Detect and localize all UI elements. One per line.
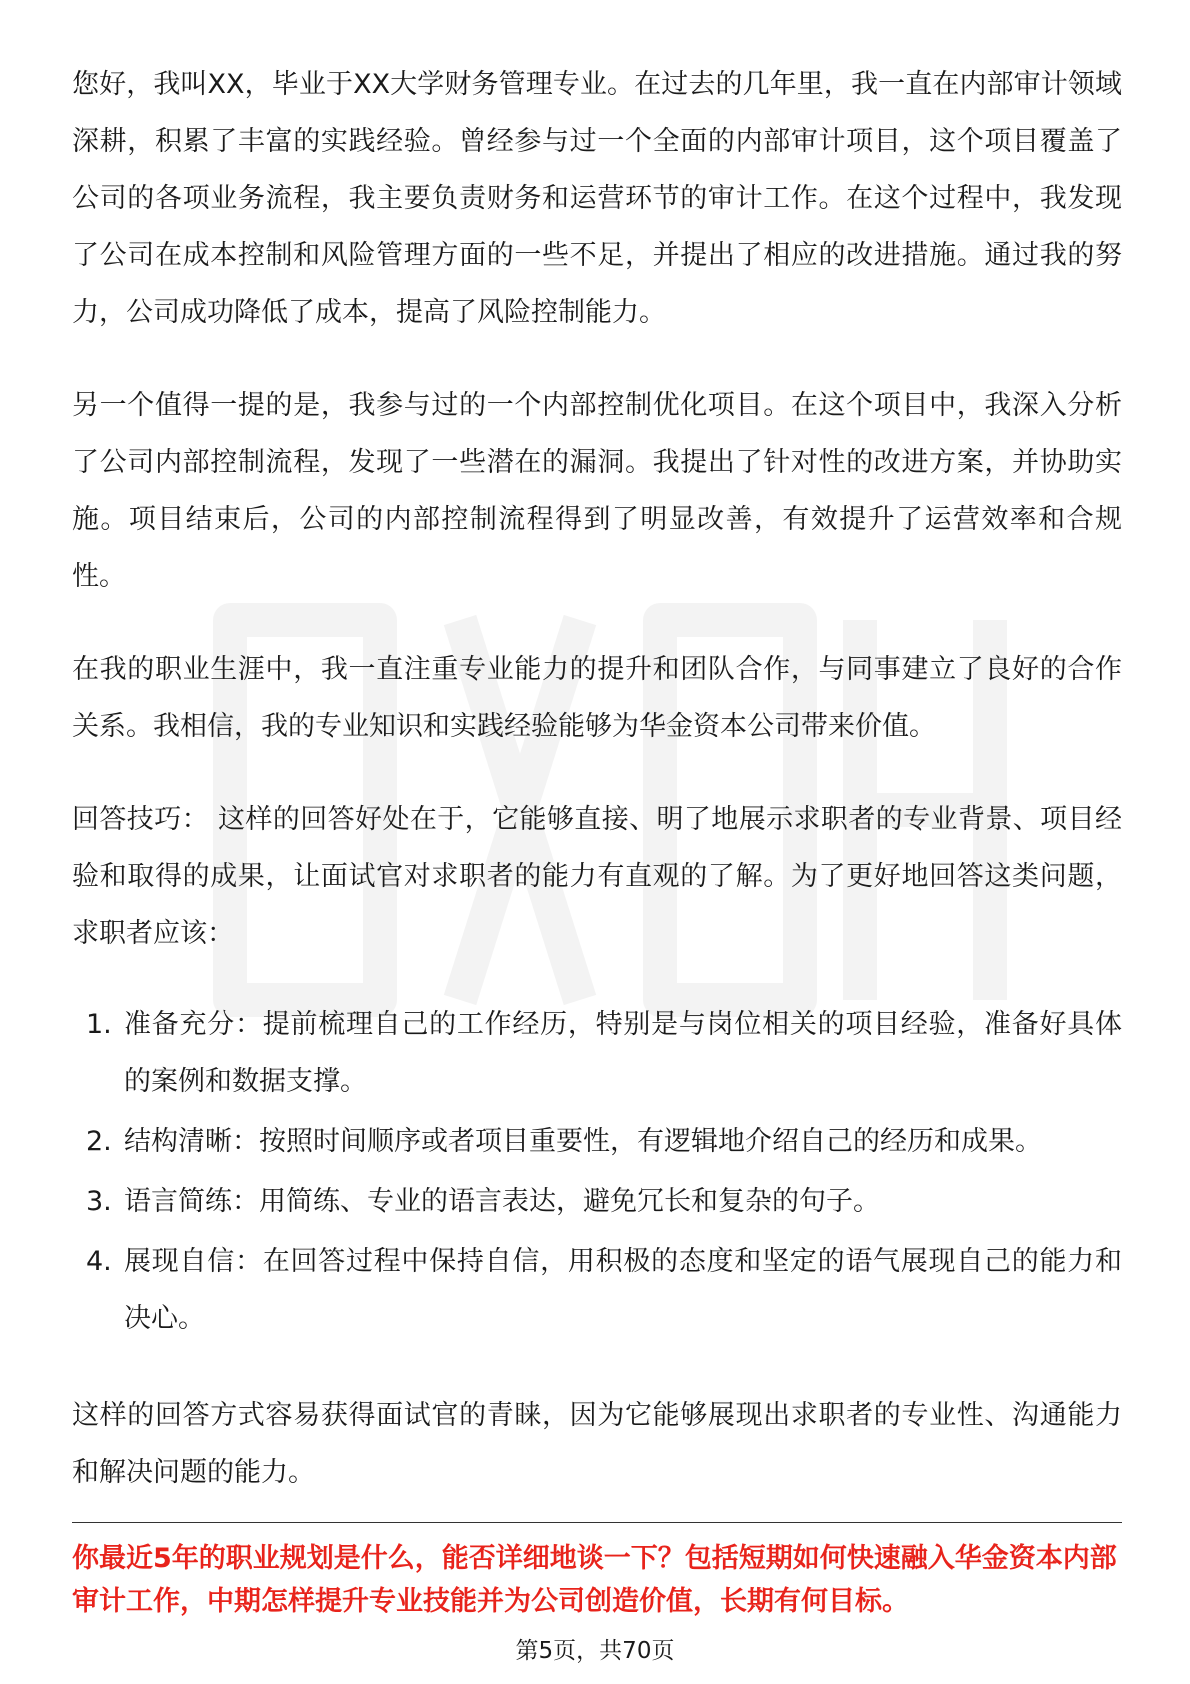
list-item-text: 展现自信：在回答过程中保持自信，用积极的态度和坚定的语气展现自己的能力和决心。 xyxy=(124,1246,1122,1334)
answer-paragraph-1: 您好，我叫XX，毕业于XX大学财务管理专业。在过去的几年里，我一直在内部审计领域深耕，积累了丰富的实践经验。曾经参与过一个全面的内部审计项目，这个项目覆盖了公司的各项业务流程，我主要负责财务和运营环节的审计工作。在这个过程中，我发现了公司在成本控制和风险管理方面的一些不足，并提出了相应的改进措施。通过我的努力，公司成功降低了成本，提高了风险控制能力。 xyxy=(72,69,1122,328)
list-item xyxy=(72,1173,1122,1230)
next-question-heading: 你最近5年的职业规划是什么，能否详细地谈一下？包括短期如何快速融入华金资本内部审计工作，中期怎样提升专业技能并为公司创造价值，长期有何目标。 xyxy=(72,1543,1117,1617)
list-item-number: 3. xyxy=(86,1186,112,1217)
list-item-text: 语言简练：用简练、专业的语言表达，避免冗长和复杂的句子。 xyxy=(124,1186,880,1217)
section-divider xyxy=(72,1522,1122,1523)
main-content xyxy=(72,56,1122,1537)
closing-paragraph: 这样的回答方式容易获得面试官的青睐，因为它能够展现出求职者的专业性、沟通能力和解决问题的能力。 xyxy=(72,1400,1122,1488)
list-item-text: 准备充分：提前梳理自己的工作经历，特别是与岗位相关的项目经验，准备好具体的案例和数据支撑。 xyxy=(124,1009,1122,1097)
list-item xyxy=(72,996,1122,1110)
answer-paragraph-3: 在我的职业生涯中，我一直注重专业能力的提升和团队合作，与同事建立了良好的合作关系。我相信，我的专业知识和实践经验能够为华金资本公司带来价值。 xyxy=(72,654,1122,742)
answer-paragraph-2: 另一个值得一提的是，我参与过的一个内部控制优化项目。在这个项目中，我深入分析了公司内部控制流程，发现了一些潜在的漏洞。我提出了针对性的改进方案，并协助实施。项目结束后，公司的内部控制流程得到了明显改善，有效提升了运营效率和合规性。 xyxy=(72,390,1122,592)
page-number-label: 第5页，共70页 xyxy=(515,1638,675,1664)
list-item-text: 结构清晰：按照时间顺序或者项目重要性，有逻辑地介绍自己的经历和成果。 xyxy=(124,1126,1042,1157)
answer-tips-intro: 回答技巧： 这样的回答好处在于，它能够直接、明了地展示求职者的专业背景、项目经验和取得的成果，让面试官对求职者的能力有直观的了解。为了更好地回答这类问题，求职者应该： xyxy=(72,804,1122,949)
list-item-number: 1. xyxy=(86,1009,112,1040)
tips-list xyxy=(72,996,1122,1347)
list-item xyxy=(72,1113,1122,1170)
list-item xyxy=(72,1233,1122,1347)
list-item-number: 4. xyxy=(86,1246,112,1277)
page-footer xyxy=(0,1636,1190,1666)
list-item-number: 2. xyxy=(86,1126,112,1157)
